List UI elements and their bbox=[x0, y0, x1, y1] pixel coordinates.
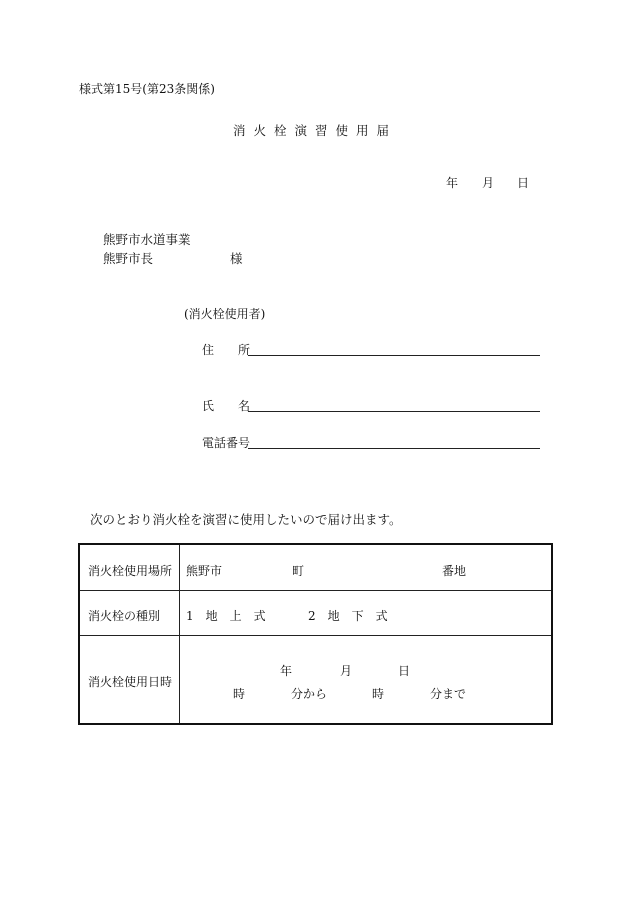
applicant-heading: (消火栓使用者) bbox=[184, 307, 266, 321]
usage-table bbox=[78, 543, 553, 725]
name-label: 氏 名 bbox=[202, 399, 251, 413]
address-field[interactable] bbox=[248, 355, 540, 356]
type-label: 消火栓の種別 bbox=[88, 609, 161, 623]
location-lot: 番地 bbox=[442, 564, 467, 578]
type-option-underground[interactable]: 2 地 下 式 bbox=[308, 609, 388, 623]
datetime-hour-to: 時 bbox=[372, 687, 385, 701]
address-label: 住 所 bbox=[202, 343, 251, 357]
date-month: 月 bbox=[482, 176, 495, 190]
table-column-divider bbox=[179, 545, 180, 723]
datetime-month: 月 bbox=[340, 664, 353, 678]
date-day: 日 bbox=[517, 176, 530, 190]
location-label: 消火栓使用場所 bbox=[88, 564, 173, 578]
phone-label: 電話番号 bbox=[202, 436, 251, 450]
location-city: 熊野市 bbox=[186, 564, 223, 578]
datetime-minute-from: 分から bbox=[291, 687, 328, 701]
datetime-year: 年 bbox=[280, 664, 293, 678]
date-year: 年 bbox=[446, 176, 459, 190]
location-town: 町 bbox=[292, 564, 305, 578]
type-option-above-ground[interactable]: 1 地 上 式 bbox=[186, 609, 266, 623]
notice-text: 次のとおり消火栓を演習に使用したいので届け出ます。 bbox=[90, 512, 402, 527]
table-row-divider bbox=[80, 635, 551, 636]
addressee-org: 熊野市水道事業 bbox=[103, 232, 191, 247]
datetime-day: 日 bbox=[398, 664, 411, 678]
addressee-honorific: 様 bbox=[230, 251, 243, 266]
form-number: 様式第15号(第23条関係) bbox=[79, 82, 215, 96]
datetime-minute-to: 分まで bbox=[430, 687, 467, 701]
addressee-title: 熊野市長 bbox=[103, 251, 154, 266]
phone-field[interactable] bbox=[248, 448, 540, 449]
datetime-hour-from: 時 bbox=[233, 687, 246, 701]
datetime-label: 消火栓使用日時 bbox=[88, 675, 173, 689]
page-title: 消火栓演習使用届 bbox=[232, 123, 397, 138]
table-row-divider bbox=[80, 590, 551, 591]
name-field[interactable] bbox=[248, 411, 540, 412]
